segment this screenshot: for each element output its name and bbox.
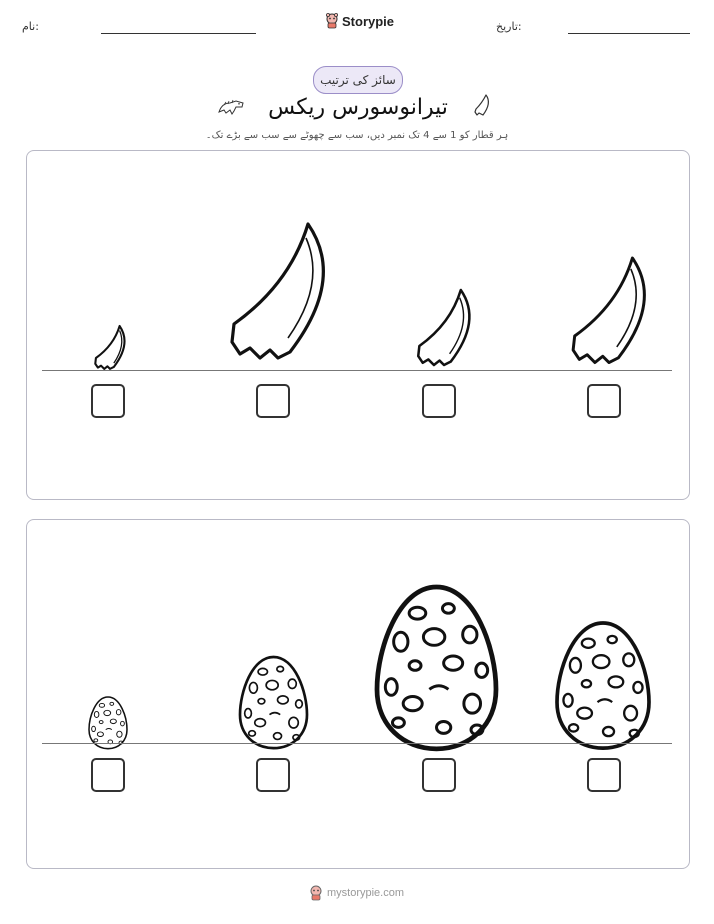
- teeth-baseline: [42, 370, 672, 371]
- tooth-icon-2: [232, 224, 323, 358]
- date-line[interactable]: [568, 33, 690, 34]
- trex-icon: [216, 97, 246, 117]
- eggs-answer-box-3[interactable]: [422, 758, 456, 792]
- brand-logo: [325, 13, 394, 29]
- dinosaur-egg-icon-3: [377, 587, 496, 749]
- storypie-mascot-icon: [325, 13, 339, 29]
- tooth-icon-1: [95, 326, 124, 369]
- eggs-answer-box-4[interactable]: [587, 758, 621, 792]
- eggs-answer-box-1[interactable]: [91, 758, 125, 792]
- teeth-answer-box-2[interactable]: [256, 384, 290, 418]
- eggs-answer-box-2[interactable]: [256, 758, 290, 792]
- tooth-icon-3: [418, 290, 469, 365]
- page-title: تیرانوسورس ریکس: [268, 95, 448, 120]
- eggs-baseline: [42, 743, 672, 744]
- footer-url[interactable]: mystorypie.com: [327, 887, 405, 899]
- dinosaur-egg-icon-2: [240, 657, 307, 748]
- tooth-icon: [470, 93, 494, 119]
- instructions-text: ہر قطار کو 1 سے 4 تک نمبر دیں، سب سے چھوٹے سے سب سے بڑے تک۔: [205, 130, 509, 141]
- teeth-row: [26, 150, 688, 498]
- sort-by-size-badge: سائز کی ترتیب: [313, 66, 403, 94]
- teeth-answer-box-3[interactable]: [422, 384, 456, 418]
- storypie-mascot-icon: [309, 885, 323, 901]
- dinosaur-egg-icon-4: [557, 623, 649, 748]
- teeth-answer-box-4[interactable]: [587, 384, 621, 418]
- footer: [309, 885, 404, 901]
- name-label: نام:: [22, 20, 39, 33]
- date-label: تاریخ:: [496, 20, 522, 33]
- brand-name: Storypie: [342, 13, 395, 29]
- eggs-row: [26, 519, 688, 867]
- name-line[interactable]: [101, 33, 256, 34]
- dinosaur-egg-icon-1: [89, 697, 127, 749]
- teeth-answer-box-1[interactable]: [91, 384, 125, 418]
- tooth-icon-4: [573, 258, 644, 363]
